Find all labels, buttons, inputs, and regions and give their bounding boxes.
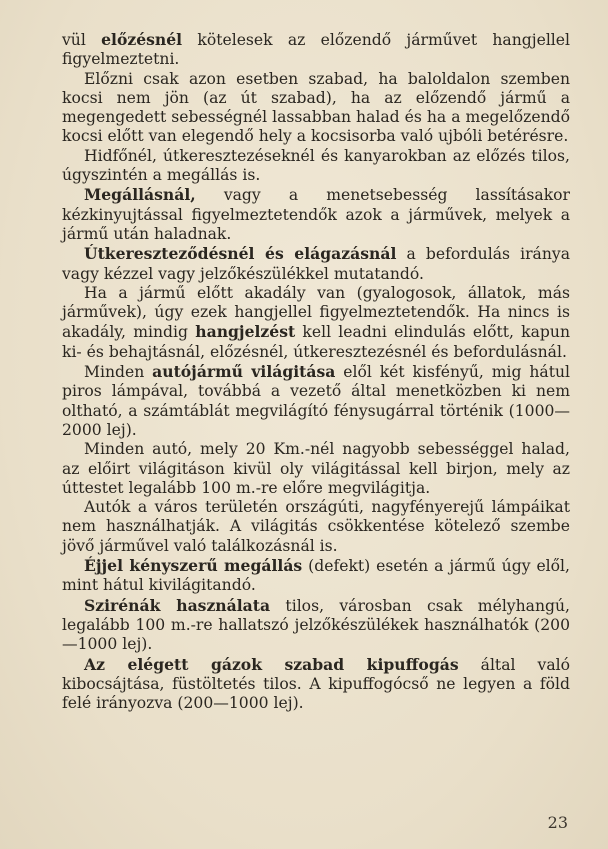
- text-run: kell leadni elindulás előtt, kapun ki- és behajtásnál, előzésnél, útkeresztezésnél és befordulásnál.: [62, 323, 570, 361]
- text-run: Minden: [84, 363, 153, 382]
- bold-phrase: Megállásnál,: [84, 185, 196, 205]
- paragraph: [62, 596, 570, 655]
- bold-phrase: Útkereszteződésnél és elágazásnál: [84, 244, 397, 264]
- bold-phrase: Éjjel kényszerű megállás: [84, 556, 303, 576]
- bold-phrase: hangjelzést: [195, 322, 296, 342]
- text-run: vagy a menetsebesség lassításakor kézkinyujtással figyelmeztetendők azok a járművek, melyek a jármű után haladnak.: [62, 186, 570, 243]
- paragraph: [62, 362, 570, 440]
- paragraph: [62, 655, 570, 714]
- bold-phrase: Szirénák használata: [84, 595, 271, 615]
- paragraph: [62, 70, 570, 147]
- bold-phrase: autójármű világitása: [152, 362, 336, 382]
- text-run: Autók a város területén országúti, nagyfényerejű lámpáikat nem használhatják. A világitás csökkentése kötelező szembe jövő járművel való találkozásnál is.: [62, 498, 570, 555]
- bold-phrase: előzésnél: [101, 30, 183, 49]
- paragraph: [62, 30, 570, 70]
- paragraph: [62, 185, 570, 244]
- text-run: kötelesek az előzendő járművet hangjellel figyelmeztetni.: [62, 31, 571, 69]
- text-run: (defekt) esetén a jármű úgy elől, mint hátul kivilágitandó.: [62, 557, 570, 595]
- text-run: tilos, városban csak mélyhangú, legalább 100 m.-re hallatszó jelzőkészülékek használhatók (200—1000 lej).: [62, 596, 570, 654]
- body-text: [62, 30, 570, 713]
- text-run: elől két kisfényű, mig hátul piros lámpával, továbbá a vezető által menetközben ki nem oltható, a számtáblát megvilágító fénysugárral történik (1000—2000 lej).: [62, 363, 570, 439]
- paragraph: [62, 498, 570, 556]
- text-run: a befordulás iránya vagy kézzel vagy jelzőkészülékkel mutatandó.: [62, 245, 570, 283]
- page-number: 23: [547, 813, 568, 832]
- text-run: Minden autó, mely 20 Km.-nél nagyobb sebességgel halad, az előirt világitáson kivül oly világitással kell birjon, mely az úttestet legalább 100 m.-re előre megvilágitja.: [62, 440, 570, 497]
- text-run: által való kibocsájtása, füstöltetés tilos. A kipuffogócső ne legyen a föld felé irányozva (200—1000 lej).: [62, 655, 570, 713]
- paragraph: [62, 147, 570, 186]
- bold-phrase: Az elégett gázok szabad kipuffogás: [84, 654, 459, 674]
- paragraph: [62, 244, 570, 284]
- text-run: Ha a jármű előtt akadály van (gyalogosok, állatok, más járművek), úgy ezek hangjellel figyelmeztetendők. Ha nincs is akadály, mindig: [62, 283, 570, 342]
- text-run: vül: [62, 31, 102, 49]
- paragraph: [62, 440, 570, 498]
- paragraph: [62, 556, 570, 596]
- text-run: Előzni csak azon esetben szabad, ha baloldalon szemben kocsi nem jön (az út szabad), ha az előzendő jármű a megengedett sebességnél lassabban halad és ha a megelőzendő kocsi előtt van elegendő hely a kocsisorba való ujbóli betérésre.: [62, 69, 570, 146]
- text-run: Hidfőnél, útkeresztezéseknél és kanyarokban az előzés tilos, úgyszintén a megállás is.: [62, 146, 570, 185]
- paragraph: [62, 284, 570, 362]
